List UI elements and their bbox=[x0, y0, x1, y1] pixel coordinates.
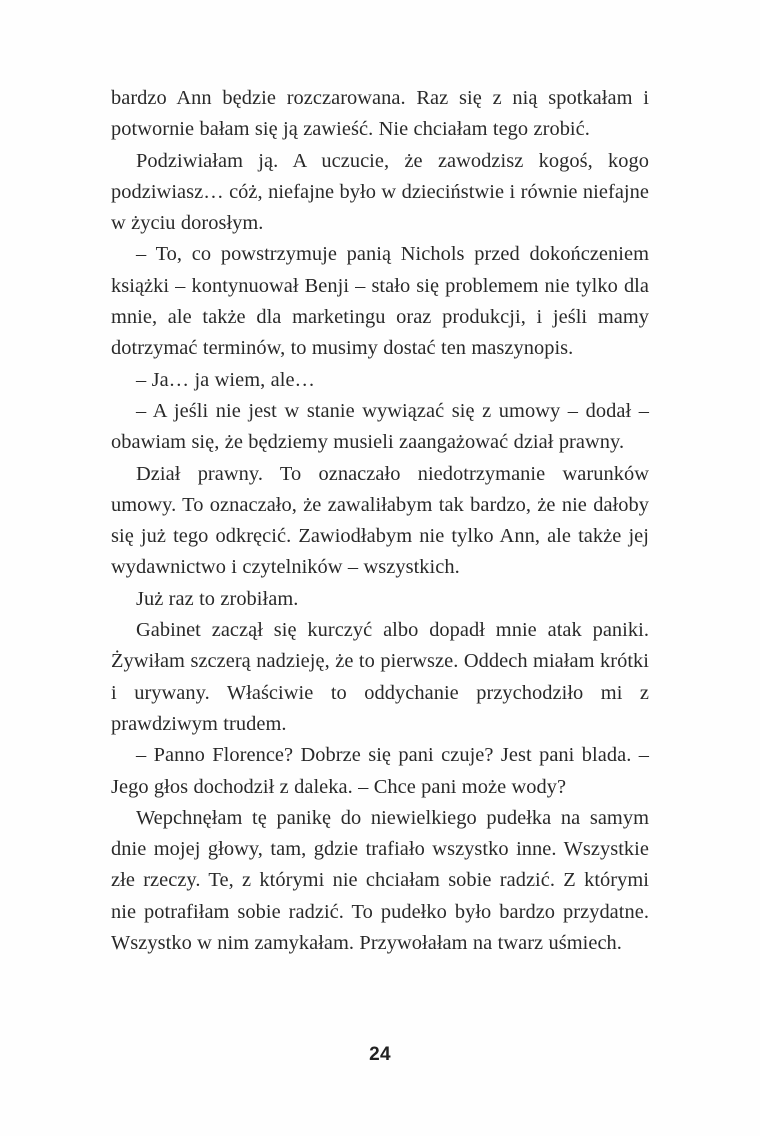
paragraph: – Ja… ja wiem, ale… bbox=[136, 368, 315, 391]
paragraph: – Panno Florence? Dobrze się pani czuje? Jest pani blada. – Jego głos dochodził z daleka. – Chce pani może wody? bbox=[111, 744, 649, 798]
paragraph: Gabinet zaczął się kurczyć albo dopadł mnie atak paniki. Żywiłam szczerą nadzieję, że to pierwsze. Oddech miałam krótki i urywany. Właściwie to oddychanie przychodziło mi z prawdziwym trudem. bbox=[111, 619, 649, 735]
paragraph: Podziwiałam ją. A uczucie, że zawodzisz kogoś, kogo podziwiasz… cóż, niefajne było w dzieciństwie i równie niefajne w życiu dorosłym. bbox=[111, 149, 649, 235]
page-text-block bbox=[111, 83, 649, 959]
paragraph: Już raz to zrobiłam. bbox=[136, 587, 299, 610]
paragraph: – A jeśli nie jest w stanie wywiązać się z umowy – dodał – obawiam się, że będziemy musieli zaangażować dział prawny. bbox=[111, 399, 649, 454]
paragraph: – To, co powstrzymuje panią Nichols przed dokończeniem książki – kontynuował Benji – stało się problemem nie tylko dla mnie, ale także dla marketingu oraz produkcji, i jeśli mamy dotrzymać terminów, to musimy dostać ten maszynopis. bbox=[111, 243, 649, 360]
paragraph: bardzo Ann będzie rozczarowana. Raz się z nią spotkałam i potwornie bałam się ją zawieść. Nie chciałam tego zrobić. bbox=[111, 87, 649, 141]
paragraph: Dział prawny. To oznaczało niedotrzymanie warunków umowy. To oznaczało, że zawaliłabym tak bardzo, że nie dałoby się już tego odkręcić. Zawiodłabym nie tylko Ann, ale także jej wydawnictwo i czytelników – wszystkich. bbox=[111, 462, 649, 579]
page-number: 24 bbox=[369, 1044, 391, 1065]
paragraph: Wepchnęłam tę panikę do niewielkiego pudełka na samym dnie mojej głowy, tam, gdzie trafiało wszystko inne. Wszystkie złe rzeczy. Te, z którymi nie chciałam sobie radzić. Z którymi nie potrafiłam sobie radzić. To pudełko było bardzo przydatne. Wszystko w nim zamykałam. Przywołałam na twarz uśmiech. bbox=[111, 806, 649, 955]
